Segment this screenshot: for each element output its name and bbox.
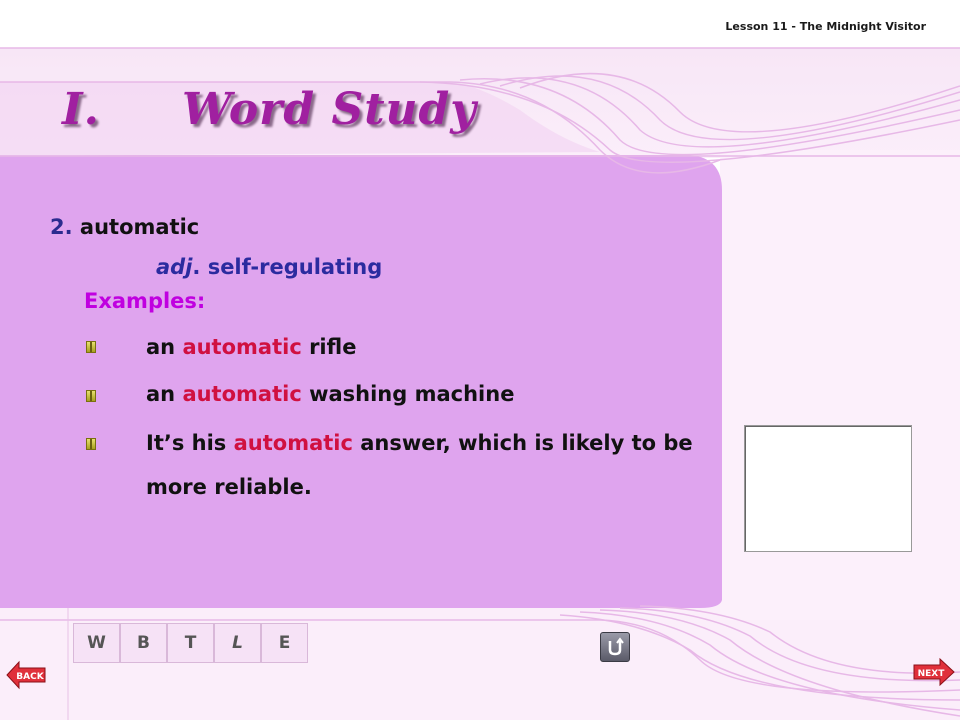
section-nav-tabs — [73, 623, 308, 663]
next-arrow-icon — [912, 656, 956, 688]
entry-number: 2. — [50, 215, 73, 239]
tab-b[interactable]: B — [120, 623, 167, 663]
lesson-title: Lesson 11 - The Midnight Visitor — [725, 20, 926, 33]
next-button[interactable] — [912, 656, 956, 692]
tab-t[interactable]: T — [167, 623, 214, 663]
example-text: answer, which is likely to be more reliable. — [146, 431, 693, 499]
example-text: an — [146, 335, 183, 359]
tab-w[interactable]: W — [73, 623, 120, 663]
example-text: rifle — [301, 335, 357, 359]
section-title — [62, 84, 477, 135]
example-item — [146, 372, 716, 416]
section-title-text: Word Study — [182, 84, 477, 135]
example-keyword: automatic — [182, 335, 302, 359]
definition-text: . self-regulating — [192, 255, 383, 279]
example-text: It’s his — [146, 431, 234, 455]
example-text: an — [146, 382, 183, 406]
bullet-icon — [86, 438, 96, 450]
examples-label: Examples: — [84, 289, 206, 313]
example-item — [146, 421, 716, 509]
example-keyword: automatic — [182, 382, 302, 406]
return-arrow-icon — [605, 637, 625, 657]
example-item — [146, 325, 716, 369]
bullet-icon — [86, 341, 96, 353]
back-arrow-icon — [5, 660, 47, 690]
back-button[interactable] — [5, 660, 47, 694]
headword: automatic — [79, 215, 200, 239]
example-text: washing machine — [301, 382, 515, 406]
tab-l[interactable]: L — [214, 623, 261, 663]
section-number: I. — [62, 84, 100, 135]
part-of-speech: adj — [156, 255, 193, 279]
back-label: BACK — [16, 672, 44, 682]
example-keyword: automatic — [233, 431, 353, 455]
next-label: NEXT — [917, 669, 945, 679]
word-entry — [50, 215, 199, 239]
bullet-icon — [86, 390, 96, 402]
return-button[interactable] — [600, 632, 630, 662]
media-placeholder — [744, 425, 912, 552]
tab-e[interactable]: E — [261, 623, 308, 663]
definition-line — [156, 255, 382, 279]
